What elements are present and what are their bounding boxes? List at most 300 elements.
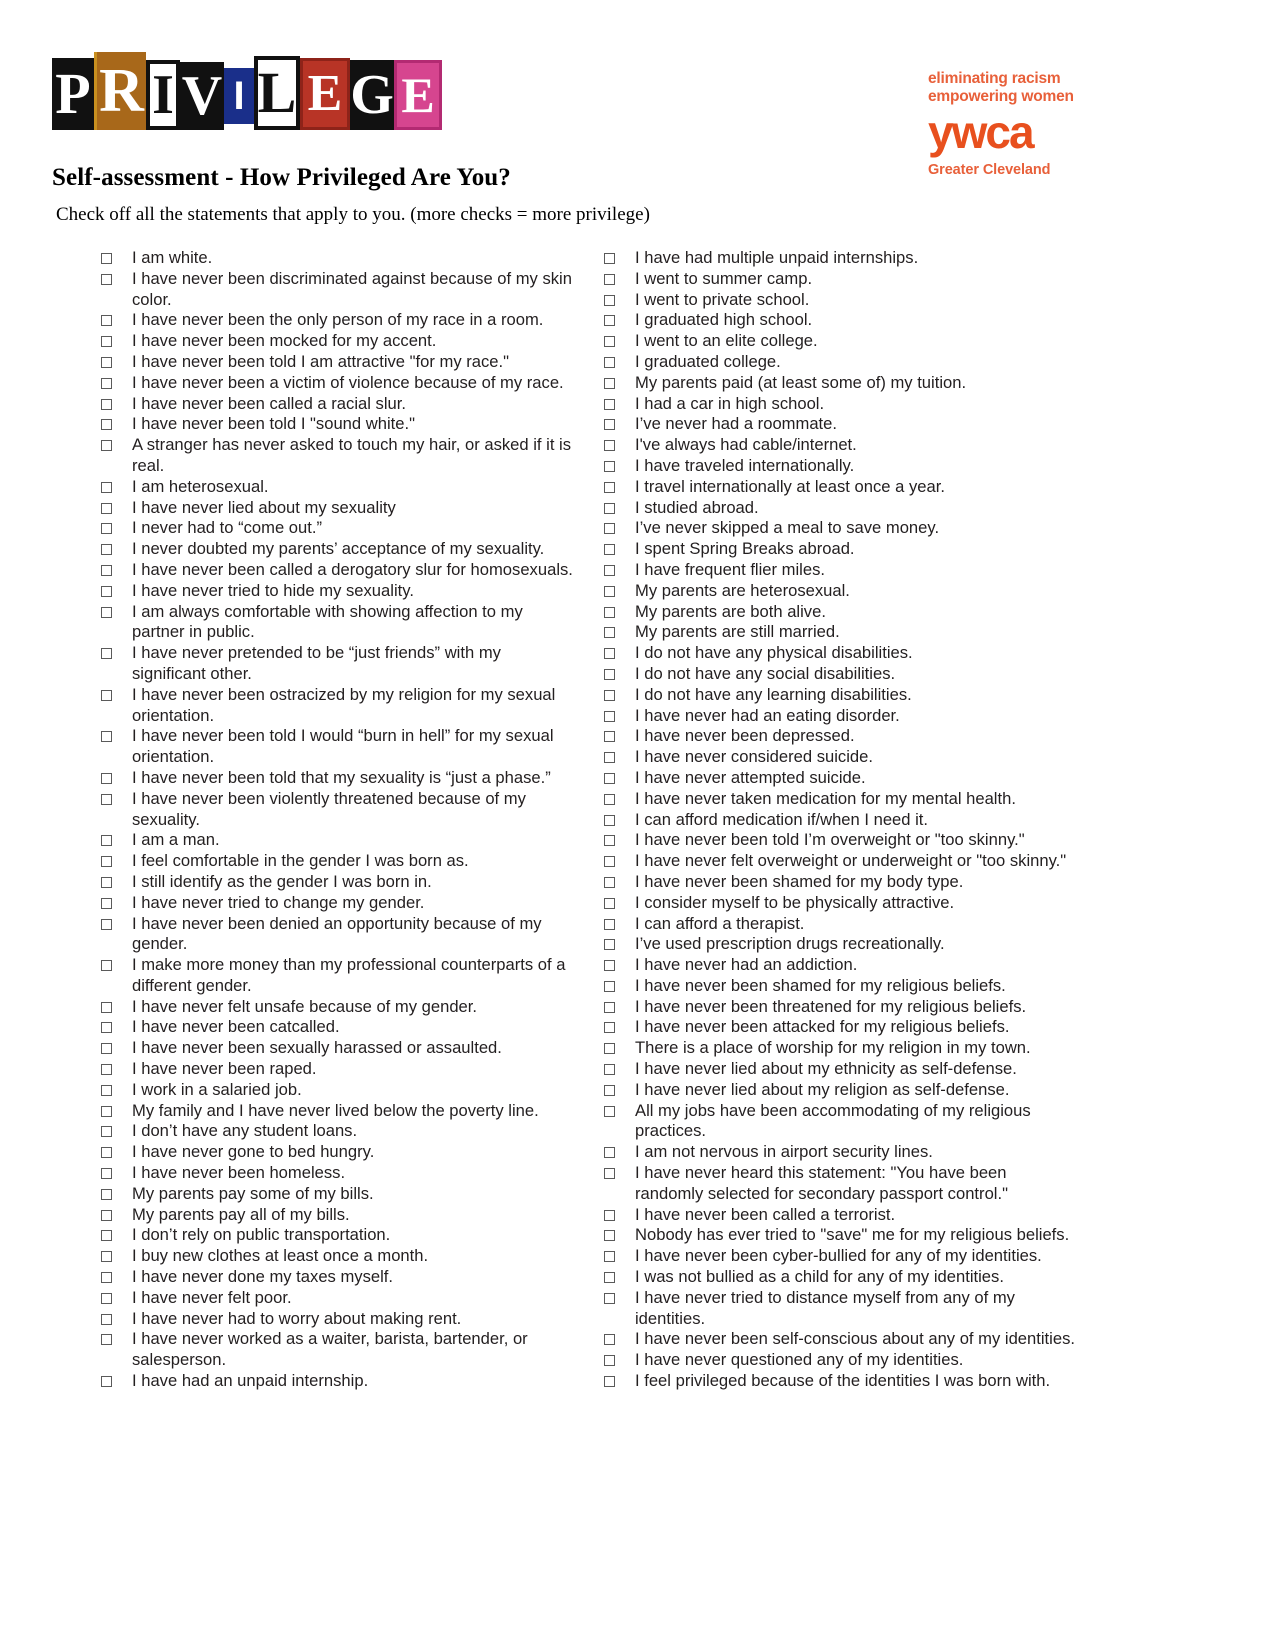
checkbox-icon[interactable] — [604, 523, 615, 534]
checklist-item[interactable] — [101, 414, 600, 435]
ywca-tagline-line1: eliminating racism — [928, 70, 1061, 87]
checklist-item-label: I have never lied about my ethnicity as self-defense. — [635, 1059, 1017, 1079]
logo-letter-v: V — [180, 62, 224, 130]
checklist-item[interactable] — [604, 706, 1201, 727]
checkbox-icon[interactable] — [604, 565, 615, 576]
checklist-item-label: I don’t rely on public transportation. — [132, 1225, 391, 1245]
checkbox-icon[interactable] — [101, 773, 112, 784]
checkbox-icon[interactable] — [604, 919, 615, 930]
checklist-item-label: All my jobs have been accommodating of my religious practices. — [635, 1100, 1031, 1141]
checkbox-icon[interactable] — [604, 690, 615, 701]
checklist-item[interactable] — [101, 1309, 600, 1330]
checklist-item[interactable] — [101, 394, 600, 415]
checklist-column-left — [0, 248, 600, 1392]
checklist-item-label: I have never been told I am attractive "for my race." — [132, 351, 510, 371]
checkbox-icon[interactable] — [101, 1043, 112, 1054]
checkbox-icon[interactable] — [604, 419, 615, 430]
checkbox-icon[interactable] — [101, 1251, 112, 1262]
checklist-item-label: I have never been homeless. — [132, 1163, 346, 1183]
checklist-item[interactable] — [604, 622, 1201, 643]
checklist-columns — [0, 248, 1261, 1392]
checklist-item-label: I've always had cable/internet. — [635, 435, 857, 455]
ywca-chapter: Greater Cleveland — [928, 162, 1051, 178]
checkbox-icon[interactable] — [101, 565, 112, 576]
checklist-item[interactable] — [604, 1059, 1201, 1080]
checklist-item[interactable] — [604, 1142, 1201, 1163]
checkbox-icon[interactable] — [604, 898, 615, 909]
checklist-item[interactable] — [604, 976, 1201, 997]
checklist-item[interactable] — [604, 851, 1201, 872]
checkbox-icon[interactable] — [101, 835, 112, 846]
checklist-item[interactable] — [101, 768, 600, 789]
checklist-item[interactable] — [604, 456, 1201, 477]
checkbox-icon[interactable] — [604, 1002, 615, 1013]
checkbox-icon[interactable] — [101, 378, 112, 389]
checklist-item-label: I have never felt unsafe because of my gender. — [132, 996, 478, 1016]
checklist-item-label: I have never been called a derogatory slur for homosexuals. — [132, 559, 573, 579]
checklist-item-label: I am white. — [132, 248, 213, 267]
checklist-item-label: I can afford medication if/when I need it. — [635, 809, 929, 829]
checkbox-icon[interactable] — [101, 690, 112, 701]
checkbox-icon[interactable] — [101, 1106, 112, 1117]
checkbox-icon[interactable] — [101, 503, 112, 514]
checkbox-icon[interactable] — [101, 253, 112, 264]
checklist-item-label: I have never gone to bed hungry. — [132, 1142, 375, 1162]
checklist-item[interactable] — [101, 373, 600, 394]
checkbox-icon[interactable] — [101, 1314, 112, 1325]
checkbox-icon[interactable] — [101, 274, 112, 285]
checklist-item-label: I am not nervous in airport security lines. — [635, 1142, 933, 1162]
checklist-item[interactable] — [101, 726, 600, 768]
checkbox-icon[interactable] — [604, 773, 615, 784]
checkbox-icon[interactable] — [604, 648, 615, 659]
checklist-item[interactable] — [604, 893, 1201, 914]
checklist-item-label: I have had multiple unpaid internships. — [635, 248, 919, 267]
checklist-item-label: I have never been threatened for my religious beliefs. — [635, 996, 1027, 1016]
checklist-item-label: I have had an unpaid internship. — [132, 1371, 369, 1391]
checkbox-icon[interactable] — [604, 1376, 615, 1387]
checklist-item[interactable] — [604, 331, 1201, 352]
checkbox-icon[interactable] — [101, 1064, 112, 1075]
checklist-item[interactable] — [604, 955, 1201, 976]
checklist-item[interactable] — [101, 581, 600, 602]
checklist-item[interactable] — [604, 1163, 1201, 1205]
checklist-item-label: I have never been raped. — [132, 1059, 317, 1079]
checklist-item[interactable] — [101, 893, 600, 914]
checklist-item-label: I have never been mocked for my accent. — [132, 331, 437, 351]
checkbox-icon[interactable] — [101, 877, 112, 888]
checklist-item[interactable] — [604, 373, 1201, 394]
checkbox-icon[interactable] — [101, 794, 112, 805]
checklist-item-label: I’ve never skipped a meal to save money. — [635, 518, 940, 538]
checklist-item-label: I have traveled internationally. — [635, 455, 855, 475]
checklist-item-label: I have never been discriminated against because of my skin color. — [132, 268, 572, 309]
checklist-item[interactable] — [604, 685, 1201, 706]
checklist-item[interactable] — [604, 914, 1201, 935]
checkbox-icon[interactable] — [101, 544, 112, 555]
checklist-item-label: My parents are both alive. — [635, 601, 826, 621]
checklist-item[interactable] — [101, 269, 600, 311]
checklist-item[interactable] — [101, 310, 600, 331]
checklist-item-label: I studied abroad. — [635, 497, 759, 517]
page-title: Self-assessment - How Privileged Are You? — [52, 164, 511, 191]
checkbox-icon[interactable] — [604, 315, 615, 326]
checkbox-icon[interactable] — [101, 1230, 112, 1241]
checklist-item[interactable] — [604, 1350, 1201, 1371]
checklist-item-label: I have never been attacked for my religious beliefs. — [635, 1017, 1010, 1037]
checklist-item-label: I have never tried to change my gender. — [132, 892, 425, 912]
checklist-item-label: I graduated college. — [635, 351, 781, 371]
checkbox-icon[interactable] — [604, 711, 615, 722]
checklist-item[interactable] — [101, 352, 600, 373]
checklist-item[interactable] — [101, 1371, 600, 1392]
checklist-item[interactable] — [604, 518, 1201, 539]
checkbox-icon[interactable] — [604, 607, 615, 618]
checkbox-icon[interactable] — [604, 461, 615, 472]
checklist-item[interactable] — [604, 1267, 1201, 1288]
checkbox-icon[interactable] — [604, 1106, 615, 1117]
checklist-item-label: I don’t have any student loans. — [132, 1121, 358, 1141]
checklist-item-label: I feel privileged because of the identities I was born with. — [635, 1371, 1051, 1391]
checklist-item-label: I have never lied about my sexuality — [132, 497, 396, 517]
checklist-item[interactable] — [101, 643, 600, 685]
checklist-item-label: I have never felt overweight or underweight or "too skinny." — [635, 851, 1067, 871]
checklist-item-label: I have never been shamed for my body type. — [635, 871, 964, 891]
checklist-item[interactable] — [604, 539, 1201, 560]
checkbox-icon[interactable] — [101, 419, 112, 430]
checkbox-icon[interactable] — [101, 1002, 112, 1013]
checklist-item-label: I have never been denied an opportunity because of my gender. — [132, 913, 542, 954]
checklist-item[interactable] — [101, 1080, 600, 1101]
checkbox-icon[interactable] — [101, 1085, 112, 1096]
checkbox-icon[interactable] — [604, 1022, 615, 1033]
checkbox-icon[interactable] — [101, 1126, 112, 1137]
checklist-item[interactable] — [604, 310, 1201, 331]
checkbox-icon[interactable] — [101, 1022, 112, 1033]
checklist-item[interactable] — [604, 414, 1201, 435]
checklist-item[interactable] — [101, 1163, 600, 1184]
checklist-item[interactable] — [604, 352, 1201, 373]
checklist-item[interactable] — [101, 1288, 600, 1309]
checklist-item-label: I have never been sexually harassed or assaulted. — [132, 1038, 502, 1058]
checklist-item[interactable] — [101, 830, 600, 851]
checkbox-icon[interactable] — [604, 1251, 615, 1262]
checklist-item[interactable] — [604, 768, 1201, 789]
checklist-item-label: I’ve used prescription drugs recreationally. — [635, 934, 945, 954]
checklist-item[interactable] — [604, 248, 1201, 269]
checkbox-icon[interactable] — [101, 1168, 112, 1179]
checklist-item-label: I have never attempted suicide. — [635, 767, 866, 787]
checklist-item[interactable] — [604, 1205, 1201, 1226]
logo-letter-l: L — [254, 56, 300, 130]
checklist-item-label: I have never been called a racial slur. — [132, 393, 406, 413]
checkbox-icon[interactable] — [604, 1272, 615, 1283]
checkbox-icon[interactable] — [101, 1293, 112, 1304]
checklist-item[interactable] — [101, 872, 600, 893]
document-header — [0, 0, 1261, 225]
checklist-item-label: I have never had an addiction. — [635, 955, 858, 975]
checklist-item[interactable] — [604, 1246, 1201, 1267]
checklist-item[interactable] — [101, 685, 600, 727]
checkbox-icon[interactable] — [604, 399, 615, 410]
checklist-item-label: My parents paid (at least some of) my tuition. — [635, 372, 967, 392]
checklist-item-label: I have never been catcalled. — [132, 1017, 340, 1037]
checklist-item[interactable] — [101, 539, 600, 560]
checkbox-icon[interactable] — [101, 1376, 112, 1387]
checklist-item-label: I have never pretended to be “just friends” with my significant other. — [132, 643, 501, 683]
checklist-item[interactable] — [604, 872, 1201, 893]
checkbox-icon[interactable] — [101, 586, 112, 597]
checkbox-icon[interactable] — [101, 960, 112, 971]
checklist-item-label: I’ve never had a roommate. — [635, 414, 837, 434]
checklist-item[interactable] — [101, 1142, 600, 1163]
checklist-item[interactable] — [604, 1038, 1201, 1059]
checkbox-icon[interactable] — [101, 648, 112, 659]
checklist-item-label: I have never taken medication for my mental health. — [635, 788, 1016, 808]
checklist-item[interactable] — [604, 1225, 1201, 1246]
checkbox-icon[interactable] — [604, 627, 615, 638]
checkbox-icon[interactable] — [604, 295, 615, 306]
instructions-text: Check off all the statements that apply to you. (more checks = more privilege) — [56, 204, 650, 225]
checkbox-icon[interactable] — [604, 1210, 615, 1221]
checklist-item[interactable] — [604, 477, 1201, 498]
checkbox-icon[interactable] — [101, 1189, 112, 1200]
checklist-item-label: I went to an elite college. — [635, 331, 818, 351]
checklist-item[interactable] — [101, 1225, 600, 1246]
checklist-item-label: My parents pay all of my bills. — [132, 1204, 350, 1224]
checkbox-icon[interactable] — [101, 440, 112, 451]
checkbox-icon[interactable] — [101, 336, 112, 347]
checkbox-icon[interactable] — [604, 752, 615, 763]
checklist-item-label: I feel comfortable in the gender I was born as. — [132, 851, 469, 871]
checklist-item[interactable] — [604, 789, 1201, 810]
checklist-item-label: I have never been shamed for my religious beliefs. — [635, 975, 1006, 995]
checklist-item[interactable] — [101, 477, 600, 498]
logo-letter-p: P — [52, 58, 94, 130]
checklist-item-label: I had a car in high school. — [635, 393, 825, 413]
checklist-item-label: I have never had to worry about making rent. — [132, 1308, 462, 1328]
checklist-item[interactable] — [101, 1329, 600, 1371]
checkbox-icon[interactable] — [604, 939, 615, 950]
logo-letter-e1: E — [300, 58, 350, 130]
checkbox-icon[interactable] — [604, 1147, 615, 1158]
checkbox-icon[interactable] — [101, 357, 112, 368]
checklist-item[interactable] — [604, 1371, 1201, 1392]
checklist-item[interactable] — [604, 726, 1201, 747]
checkbox-icon[interactable] — [604, 378, 615, 389]
checklist-item[interactable] — [604, 581, 1201, 602]
checklist-item[interactable] — [604, 290, 1201, 311]
checklist-item[interactable] — [101, 560, 600, 581]
checklist-item[interactable] — [604, 269, 1201, 290]
checkbox-icon[interactable] — [604, 1168, 615, 1179]
checklist-item[interactable] — [604, 1329, 1201, 1350]
checklist-item[interactable] — [101, 1246, 600, 1267]
checkbox-icon[interactable] — [604, 1085, 615, 1096]
checklist-item-label: I still identify as the gender I was born in. — [132, 871, 432, 891]
checklist-item[interactable] — [604, 747, 1201, 768]
checklist-item[interactable] — [101, 1059, 600, 1080]
checklist-item-label: I have never worked as a waiter, barista, bartender, or salesperson. — [132, 1329, 528, 1370]
checklist-item[interactable] — [101, 955, 600, 997]
checkbox-icon[interactable] — [604, 960, 615, 971]
ywca-logo — [928, 70, 1118, 178]
checklist-item-label: I went to summer camp. — [635, 268, 813, 288]
checklist-column-right — [600, 248, 1201, 1392]
checklist-item[interactable] — [604, 830, 1201, 851]
checkbox-icon[interactable] — [101, 607, 112, 618]
checklist-item[interactable] — [101, 1184, 600, 1205]
checklist-item-label: I have never been ostracized by my religion for my sexual orientation. — [132, 684, 556, 725]
checklist-item[interactable] — [101, 1038, 600, 1059]
checklist-item-label: I am heterosexual. — [132, 476, 269, 496]
checklist-item-label: I am always comfortable with showing affection to my partner in public. — [132, 601, 523, 642]
checkbox-icon[interactable] — [604, 877, 615, 888]
checklist-item-label: I have never been violently threatened because of my sexuality. — [132, 788, 526, 829]
checklist-item-label: I do not have any learning disabilities. — [635, 684, 912, 704]
logo-letter-i1: I — [146, 60, 180, 130]
checklist-item-label: I went to private school. — [635, 289, 810, 309]
checkbox-icon[interactable] — [101, 1147, 112, 1158]
checkbox-icon[interactable] — [101, 482, 112, 493]
ywca-wordmark: ywca — [928, 106, 1033, 158]
checkbox-icon[interactable] — [604, 731, 615, 742]
checkbox-icon[interactable] — [101, 1334, 112, 1345]
checklist-item[interactable] — [604, 435, 1201, 456]
checklist-item-label: I have frequent flier miles. — [635, 559, 825, 579]
checkbox-icon[interactable] — [101, 898, 112, 909]
checkbox-icon[interactable] — [604, 1064, 615, 1075]
checklist-item-label: My parents are still married. — [635, 622, 840, 642]
checklist-item-label: I have never felt poor. — [132, 1287, 292, 1307]
checkbox-icon[interactable] — [604, 586, 615, 597]
checkbox-icon[interactable] — [604, 544, 615, 555]
checkbox-icon[interactable] — [604, 1043, 615, 1054]
checklist-item[interactable] — [101, 518, 600, 539]
checkbox-icon[interactable] — [604, 1334, 615, 1345]
checklist-item[interactable] — [604, 498, 1201, 519]
checkbox-icon[interactable] — [604, 253, 615, 264]
checklist-item-label: I do not have any social disabilities. — [635, 663, 896, 683]
checklist-item-label: I have never been cyber-bullied for any of my identities. — [635, 1246, 1042, 1266]
checklist-item-label: My parents are heterosexual. — [635, 580, 850, 600]
checklist-item[interactable] — [101, 1121, 600, 1142]
checklist-item-label: I was not bullied as a child for any of my identities. — [635, 1267, 1004, 1287]
checklist-item-label: I have never tried to hide my sexuality. — [132, 580, 414, 600]
checkbox-icon[interactable] — [604, 503, 615, 514]
checklist-item[interactable] — [101, 1101, 600, 1122]
checklist-item-label: I have never been told that my sexuality is “just a phase.” — [132, 767, 551, 787]
checklist-item-label: I have never heard this statement: "You have been randomly selected for secondary passport control." — [635, 1163, 1008, 1203]
checklist-item[interactable] — [101, 997, 600, 1018]
checkbox-icon[interactable] — [604, 440, 615, 451]
checklist-item-label: I never had to “come out.” — [132, 518, 323, 538]
checkbox-icon[interactable] — [101, 856, 112, 867]
checklist-item-label: Nobody has ever tried to "save" me for my religious beliefs. — [635, 1225, 1070, 1245]
checklist-item[interactable] — [604, 1288, 1201, 1330]
checklist-item-label: I buy new clothes at least once a month. — [132, 1246, 429, 1266]
checkbox-icon[interactable] — [604, 794, 615, 805]
checkbox-icon[interactable] — [101, 399, 112, 410]
checklist-item-label: I have never lied about my religion as self-defense. — [635, 1079, 1010, 1099]
checkbox-icon[interactable] — [604, 336, 615, 347]
checkbox-icon[interactable] — [101, 731, 112, 742]
checklist-item[interactable] — [604, 394, 1201, 415]
checkbox-icon[interactable] — [604, 981, 615, 992]
checkbox-icon[interactable] — [604, 1230, 615, 1241]
checkbox-icon[interactable] — [604, 1355, 615, 1366]
checkbox-icon[interactable] — [604, 835, 615, 846]
checklist-item[interactable] — [101, 1267, 600, 1288]
checklist-item-label: My parents pay some of my bills. — [132, 1183, 374, 1203]
checklist-item[interactable] — [604, 1017, 1201, 1038]
checklist-item[interactable] — [604, 664, 1201, 685]
checklist-item-label: I do not have any physical disabilities. — [635, 643, 913, 663]
checklist-item[interactable] — [101, 248, 600, 269]
checkbox-icon[interactable] — [101, 1210, 112, 1221]
checklist-item[interactable] — [604, 560, 1201, 581]
checklist-item[interactable] — [101, 331, 600, 352]
privilege-ransom-logo — [52, 52, 442, 130]
checklist-item-label: I have never done my taxes myself. — [132, 1267, 394, 1287]
checklist-item[interactable] — [101, 1017, 600, 1038]
checkbox-icon[interactable] — [101, 1272, 112, 1283]
checkbox-icon[interactable] — [604, 274, 615, 285]
checklist-item-label: I travel internationally at least once a year. — [635, 476, 945, 496]
checkbox-icon[interactable] — [604, 357, 615, 368]
checklist-item-label: I work in a salaried job. — [132, 1079, 302, 1099]
checkbox-icon[interactable] — [604, 815, 615, 826]
checklist-item-label: I have never been self-conscious about any of my identities. — [635, 1329, 1075, 1349]
checkbox-icon[interactable] — [101, 919, 112, 930]
checklist-item[interactable] — [101, 789, 600, 831]
checkbox-icon[interactable] — [604, 856, 615, 867]
ywca-tagline-line2: empowering women — [928, 88, 1074, 105]
checklist-item-label: I have never been told I "sound white." — [132, 414, 415, 434]
checklist-item[interactable] — [101, 914, 600, 956]
checklist-item[interactable] — [101, 851, 600, 872]
checklist-item-label: My family and I have never lived below the poverty line. — [132, 1100, 539, 1120]
checklist-item-label: I have never been a victim of violence because of my race. — [132, 372, 564, 392]
checklist-item[interactable] — [604, 810, 1201, 831]
logo-letter-e2: E — [394, 60, 442, 130]
checklist-item[interactable] — [101, 602, 600, 644]
checklist-item-label: I have never been told I’m overweight or "too skinny." — [635, 830, 1025, 850]
checklist-item-label: I can afford a therapist. — [635, 913, 805, 933]
checklist-item-label: I have never had an eating disorder. — [635, 705, 900, 725]
checklist-item-label: I spent Spring Breaks abroad. — [635, 539, 855, 559]
checkbox-icon[interactable] — [604, 669, 615, 680]
checkbox-icon[interactable] — [101, 523, 112, 534]
checkbox-icon[interactable] — [604, 1293, 615, 1304]
logo-letter-g: G — [350, 60, 394, 130]
checklist-item-label: I have never been told I would “burn in hell” for my sexual orientation. — [132, 726, 554, 767]
checklist-item[interactable] — [604, 997, 1201, 1018]
checkbox-icon[interactable] — [101, 315, 112, 326]
checklist-item[interactable] — [101, 435, 600, 477]
checklist-item-label: I have never been the only person of my race in a room. — [132, 310, 544, 330]
checklist-item[interactable] — [604, 643, 1201, 664]
checklist-item[interactable] — [101, 1205, 600, 1226]
checklist-item[interactable] — [604, 1080, 1201, 1101]
checklist-item[interactable] — [604, 602, 1201, 623]
checklist-item[interactable] — [604, 1101, 1201, 1143]
checklist-item[interactable] — [101, 498, 600, 519]
logo-letter-i2: I — [224, 68, 254, 124]
checklist-item-label: I have never tried to distance myself from any of my identities. — [635, 1287, 1015, 1328]
checklist-item[interactable] — [604, 934, 1201, 955]
checkbox-icon[interactable] — [604, 482, 615, 493]
